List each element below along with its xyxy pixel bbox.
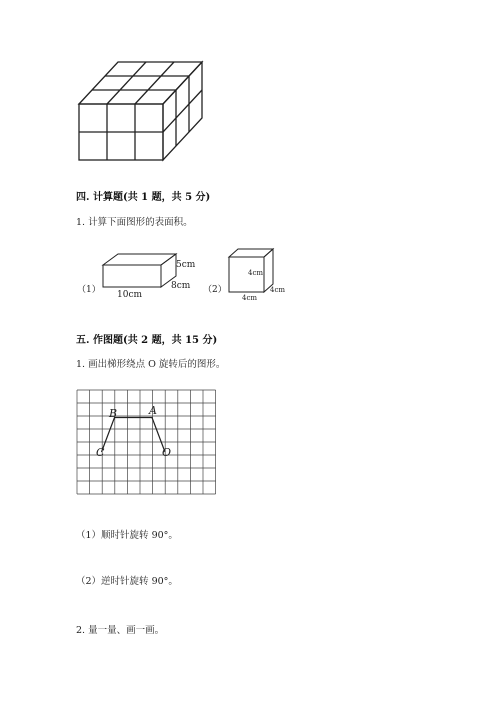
section-5-heading: 五. 作图题(共 2 题，共 15 分) bbox=[76, 335, 218, 346]
figure-2-label: （2） bbox=[203, 285, 227, 295]
subquestion-1: （1）顺时针旋转 90°。 bbox=[76, 530, 178, 541]
cuboid-height-label: 5cm bbox=[176, 260, 196, 270]
point-c-label: C bbox=[96, 446, 105, 459]
cuboid-depth-label: 8cm bbox=[171, 281, 191, 291]
figure-1-label: （1） bbox=[77, 285, 101, 295]
section-4-heading: 四. 计算题(共 1 题，共 5 分) bbox=[76, 192, 211, 203]
rotation-grid bbox=[76, 389, 218, 499]
cuboid-length-label: 10cm bbox=[117, 290, 143, 300]
cube-stack-figure bbox=[75, 58, 210, 164]
subquestion-2: （2）逆时针旋转 90°。 bbox=[76, 576, 178, 587]
trapezoid-shape bbox=[102, 418, 166, 453]
question-5-1: 1. 画出梯形绕点 O 旋转后的图形。 bbox=[76, 359, 226, 370]
cube-face-label: 4cm bbox=[248, 269, 264, 277]
point-o-label: O bbox=[162, 446, 172, 459]
question-4-1: 1. 计算下面图形的表面积。 bbox=[76, 217, 193, 228]
cube-side-label: 4cm bbox=[270, 286, 286, 294]
point-a-label: A bbox=[149, 404, 157, 417]
point-b-label: B bbox=[109, 407, 118, 420]
question-5-2: 2. 量一量、画一画。 bbox=[76, 625, 165, 636]
cube-bottom-label: 4cm bbox=[242, 294, 258, 302]
cuboid-figure bbox=[100, 250, 180, 290]
